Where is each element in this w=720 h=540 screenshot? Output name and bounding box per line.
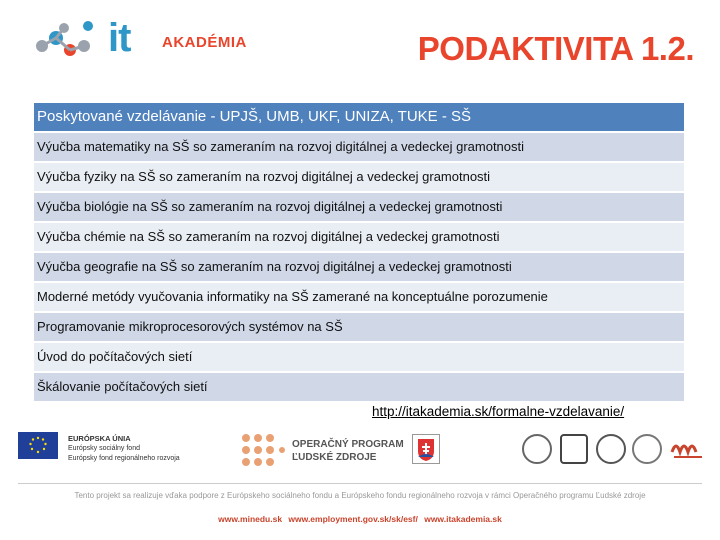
uniza-seal-icon (632, 434, 662, 464)
page-title: PODAKTIVITA 1.2. (417, 30, 694, 67)
course-table (34, 103, 684, 403)
header (0, 0, 720, 100)
op-line-2: ĽUDSKÉ ZDROJE (292, 452, 377, 463)
ukf-seal-icon (596, 434, 626, 464)
op-line-1: OPERAČNÝ PROGRAM (292, 439, 404, 450)
umb-logo-icon (668, 434, 708, 464)
tuke-logo-icon (560, 434, 588, 464)
formalne-vzdelavanie-link[interactable]: http://itakademia.sk/formalne-vzdelavanie/ (372, 404, 625, 419)
esf-label: Európsky sociálny fond (68, 445, 140, 452)
eu-flag-icon (18, 432, 58, 459)
table-row: Moderné metódy vyučovania informatiky na SŠ zamerané na konceptuálne porozumenie (34, 283, 684, 311)
table-row: Výučba matematiky na SŠ so zameraním na rozvoj digitálnej a vedeckej gramotnosti (34, 133, 684, 161)
table-row: Výučba geografie na SŠ so zameraním na rozvoj digitálnej a vedeckej gramotnosti (34, 253, 684, 281)
footer-divider (18, 483, 702, 484)
table-row: Programovanie mikroprocesorových systémov na SŠ (34, 313, 684, 341)
table-row: Úvod do počítačových sietí (34, 343, 684, 371)
eu-title: EURÓPSKA ÚNIA (68, 434, 131, 443)
partner-logos (0, 430, 720, 480)
it-akademia-logo (30, 16, 247, 68)
table-row: Výučba chémie na SŠ so zameraním na rozvoj digitálnej a vedeckej gramotnosti (34, 223, 684, 251)
logo-it-text: it (108, 16, 131, 60)
eu-text (68, 434, 180, 464)
op-dots-icon (240, 432, 286, 476)
op-text (292, 438, 404, 464)
university-seal-icon (522, 434, 552, 464)
slovak-coat-of-arms-icon (412, 434, 440, 464)
table-row: Škálovanie počítačových sietí (34, 373, 684, 401)
eu-stars-icon (18, 432, 58, 459)
table-row: Výučba fyziky na SŠ so zameraním na rozvoj digitálnej a vedeckej gramotnosti (34, 163, 684, 191)
footer-websites: www.minedu.sk www.employment.gov.sk/sk/esf/ www.itakademia.sk (218, 514, 502, 524)
ministry-logo-icon (448, 434, 508, 464)
logo-akademia-text: AKADÉMIA (162, 34, 247, 51)
erdf-label: Európsky fond regionálneho rozvoja (68, 455, 180, 462)
table-header: Poskytované vzdelávanie - UPJŠ, UMB, UKF, UNIZA, TUKE - SŠ (34, 103, 684, 131)
table-row: Výučba biológie na SŠ so zameraním na rozvoj digitálnej a vedeckej gramotnosti (34, 193, 684, 221)
funding-disclaimer: Tento projekt sa realizuje vďaka podpore z Európskeho sociálneho fondu a Európskeho fondu regionálneho rozvoja v rámci Operačného programu Ľudské zdroje (74, 491, 646, 500)
people-network-icon (30, 16, 110, 68)
